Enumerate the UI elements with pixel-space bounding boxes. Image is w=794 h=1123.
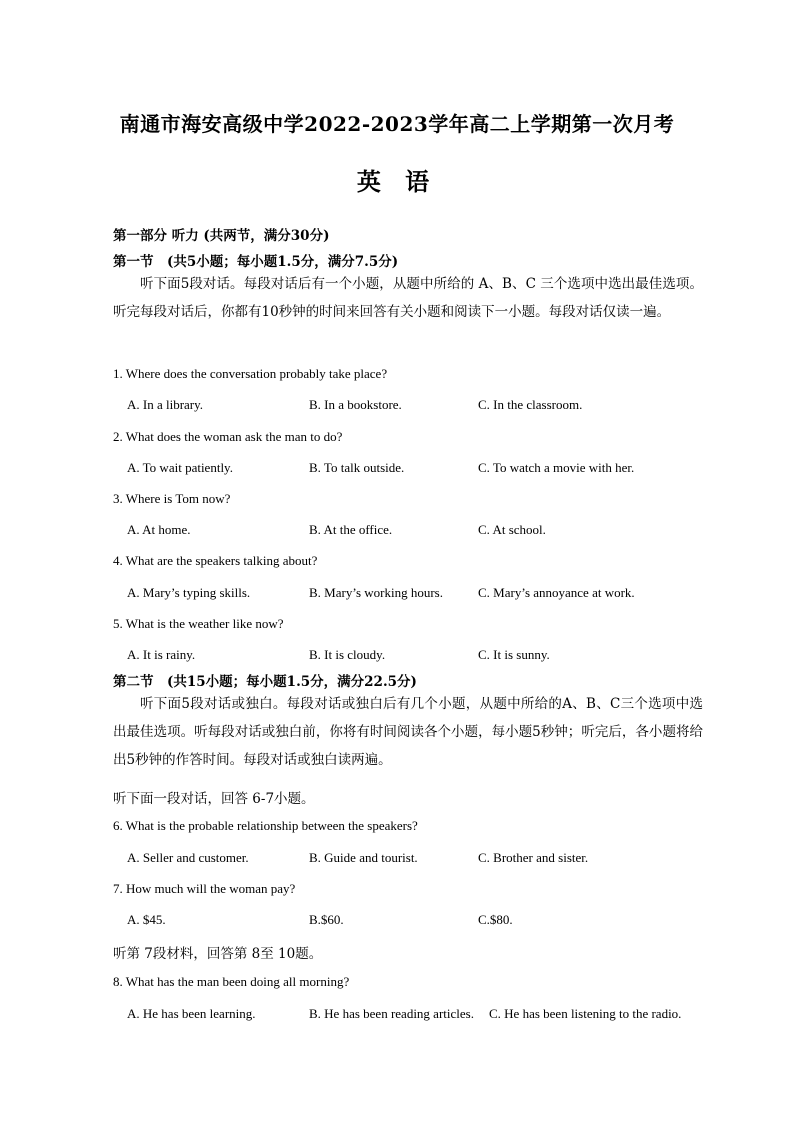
question-7: 7. How much will the woman pay? bbox=[113, 881, 296, 896]
section1-heading: 第一节 (共5小题；每小题1.5分，满分7.5分) bbox=[113, 254, 399, 270]
question-3-option-a: A. At home. bbox=[127, 522, 191, 537]
question-4-option-c: C. Mary’s annoyance at work. bbox=[478, 585, 635, 600]
question-6-option-c: C. Brother and sister. bbox=[478, 850, 589, 865]
question-6: 6. What is the probable relationship between the speakers? bbox=[113, 818, 418, 833]
question-3-option-c: C. At school. bbox=[478, 522, 546, 537]
question-4-option-b: B. Mary’s working hours. bbox=[309, 585, 443, 600]
section2-heading: 第二节 (共15小题；每小题1.5分，满分22.5分) bbox=[113, 674, 417, 690]
question-6-option-a: A. Seller and customer. bbox=[127, 850, 249, 865]
subject-title: 英 语 bbox=[356, 167, 438, 196]
question-3: 3. Where is Tom now? bbox=[113, 491, 231, 506]
section1-instructions: 听下面5段对话。每段对话后有一个小题，从题中所给的 A、B、C 三个选项中选出最佳选项。听完每段对话后，你都有10秒钟的时间来回答有关小题和阅读下一小题。每段对话仅读一遍。 bbox=[113, 276, 703, 320]
question-1-option-b: B. In a bookstore. bbox=[309, 397, 402, 412]
exam-title: 南通市海安高级中学2022-2023学年高二上学期第一次月考 bbox=[119, 112, 675, 136]
question-5-option-a: A. It is rainy. bbox=[127, 647, 196, 662]
question-8-option-a: A. He has been learning. bbox=[127, 1006, 256, 1021]
question-8: 8. What has the man been doing all morning? bbox=[113, 974, 350, 989]
question-8-option-c: C. He has been listening to the radio. bbox=[489, 1006, 682, 1021]
question-5-option-b: B. It is cloudy. bbox=[309, 647, 386, 662]
section2-instructions: 听下面5段对话或独白。每段对话或独白后有几个小题，从题中所给的A、B、C三个选项中选出最佳选项。听每段对话或独白前，你将有时间阅读各个小题，每小题5秒钟；听完后，各小题将给出5秒钟的作答时间。每段对话或独白读两遍。 bbox=[113, 696, 703, 768]
question-8-option-b: B. He has been reading articles. bbox=[309, 1006, 474, 1021]
note-questions-6-7: 听下面一段对话，回答 6-7小题。 bbox=[113, 791, 315, 807]
question-4: 4. What are the speakers talking about? bbox=[113, 553, 318, 568]
question-1: 1. Where does the conversation probably take place? bbox=[113, 366, 388, 381]
question-2-option-c: C. To watch a movie with her. bbox=[478, 460, 635, 475]
question-3-option-b: B. At the office. bbox=[309, 522, 393, 537]
question-2-option-a: A. To wait patiently. bbox=[127, 460, 233, 475]
question-7-option-b: B.$60. bbox=[309, 912, 344, 927]
question-2-option-b: B. To talk outside. bbox=[309, 460, 405, 475]
question-1-option-c: C. In the classroom. bbox=[478, 397, 583, 412]
question-1-option-a: A. In a library. bbox=[127, 397, 204, 412]
question-2: 2. What does the woman ask the man to do? bbox=[113, 429, 343, 444]
question-5-option-c: C. It is sunny. bbox=[478, 647, 550, 662]
note-questions-8-10: 听第 7段材料，回答第 8至 10题。 bbox=[113, 946, 323, 962]
question-4-option-a: A. Mary’s typing skills. bbox=[127, 585, 251, 600]
question-7-option-a: A. $45. bbox=[127, 912, 166, 927]
question-7-option-c: C.$80. bbox=[478, 912, 513, 927]
part1-heading: 第一部分 听力 (共两节，满分30分) bbox=[113, 228, 330, 244]
question-6-option-b: B. Guide and tourist. bbox=[309, 850, 418, 865]
question-5: 5. What is the weather like now? bbox=[113, 616, 284, 631]
